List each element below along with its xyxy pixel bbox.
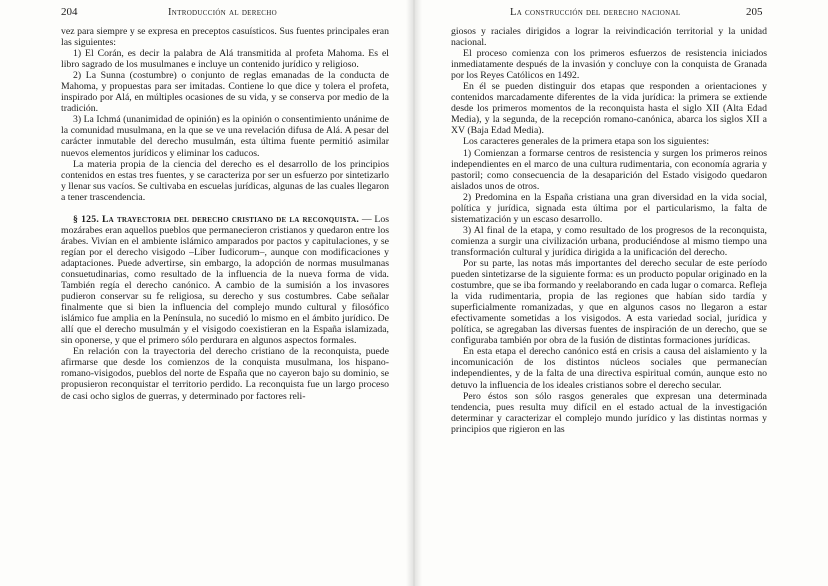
paragraph: El proceso comienza con los primeros esfuerzos de resistencia iniciados inmediatamente después de la invasión y concluye con la conquista de Granada por los Reyes Católicos en 1492. [451,48,767,82]
page-number-right: 205 [746,6,763,18]
section-heading: § 125. La trayectoria del derecho cristiano de la reconquista. [73,213,359,225]
paragraph: En esta etapa el derecho canónico está en crisis a causa del aislamiento y la incomunicación de los distintos núcleos sociales que permanecían independientes, y de la falta de una directiva espiritual común, aunque esto no detuvo la influencia de los ideales cristianos sobre el derecho secular. [451,346,767,391]
paragraph: 1) El Corán, es decir la palabra de Alá transmitida al profeta Mahoma. Es el libro sagrado de los musulmanes e incluye un contenido jurídico y religioso. [61,48,389,71]
paragraph: 3) Al final de la etapa, y como resultado de los progresos de la reconquista, comienza a surgir una civilización urbana, produciéndose al mismo tiempo una transformación cultural y jurídica dirigida a la unificación del derecho. [451,224,767,258]
paragraph: Los caracteres generales de la primera etapa son los siguientes: [463,136,710,148]
section-text: — Los mozárabes eran aquellos pueblos que permanecieron cristianos y quedaron entre los árabes. Vivían en el ambiente islámico amparados por pactos y capitulaciones, y se regían por el derecho visigodo –Liber Iudicorum–, aunque con modificaciones y adaptaciones. Puede advertirse, sin embargo, la adopción de normas musulmanas consuetudinarias, como resultado de la influencia de la nueva forma de vida. También regía el derecho canónico. A cambio de la sumisión a los invasores pudieron conservar su fe religiosa, su derecho y sus costumbres. Cabe señalar finalmente que si bien la influencia del complejo mundo cultural y filosófico islámico fue amplia en la Península, no sucedió lo mismo en el ámbito jurídico. De allí que el derecho musulmán y el visigodo coexistieran en la España islamizada, sin oponerse, y que el primero sólo perdurara en algunos aspectos formales. [61,213,390,347]
paragraph: En relación con la trayectoria del derecho cristiano de la reconquista, puede afirmarse que desde los comienzos de la conquista musulmana, los hispano-romano-visigodos, pueblos del norte de España que no cayeron bajo su dominio, se propusieron reconquistar el territorio perdido. La reconquista fue un largo proceso de casi ocho siglos de guerras, y determinado por factores reli- [61,346,389,402]
paragraph: vez para siempre y se expresa en preceptos casuísticos. Sus fuentes principales eran las siguientes: [61,26,389,49]
paragraph: 1) Comienzan a formarse centros de resistencia y surgen los primeros reinos independientes en el marco de una cultura rudimentaria, con economía agraria y pastoril; como consecuencia de la desaparición del Estado visigodo quedaron aislados unos de otros. [451,147,767,192]
paragraph: 3) La Ichmá (unanimidad de opinión) es la opinión o consentimiento unánime de la comunidad musulmana, en la que se ve una revelación difusa de Alá. A pesar del carácter inmutable del derecho musulmán, esta última fuente permitió asimilar nuevos elementos jurídicos y eliminar los caducos. [61,114,389,159]
right-page-body [451,26,767,435]
section-paragraph [61,214,389,347]
paragraph: 2) Predomina en la España cristiana una gran diversidad en la vida social, política y jurídica, signada esta última por el particularismo, la falta de sistematización y un escaso desarrollo. [451,191,767,225]
page-number-left: 204 [61,6,78,18]
paragraph: Por su parte, las notas más importantes del derecho secular de este período pueden sintetizarse de la siguiente forma: es un producto popular originado en la costumbre, que se iba formando y reelaborando en cada lugar o comarca. Refleja la vida rudimentaria, propia de las regiones que habían sido tardía y superficialmente romanizadas, y que en algunos casos no llegaron a estar efectivamente sometidas a los visigodos. A esta variedad social, jurídica y política, se agregaban las diversas fuentes de inspiración de un derecho, que se configuraba también por obra de la fusión de distintas formaciones jurídicas. [451,257,767,347]
paragraph: giosos y raciales dirigidos a lograr la reivindicación territorial y la unidad nacional. [451,26,767,49]
paragraph: La materia propia de la ciencia del derecho es el desarrollo de los principios contenidos en estas tres fuentes, y se caracteriza por ser un esfuerzo por sintetizarlo y llenar sus vacíos. Se cultivaba en escuelas jurídicas, algunas de las cuales llegaron a tener trascendencia. [61,158,389,203]
running-head-right: La construcción del derecho nacional [510,7,681,18]
left-page-body [61,26,389,402]
paragraph: 2) La Sunna (costumbre) o conjunto de reglas emanadas de la conducta de Mahoma, y propuestas para ser imitadas. Contiene lo que dice y tolera el profeta, inspirado por Alá, en múltiples ocasiones de su vida, y se conserva por medio de la tradición. [61,70,389,115]
paragraph: Pero éstos son sólo rasgos generales que expresan una determinada tendencia, pues resulta muy difícil en el estado actual de la investigación determinar y caracterizar el complejo mundo jurídico y las distintas normas y principios que rigieron en las [451,390,767,435]
paragraph: En él se pueden distinguir dos etapas que responden a orientaciones y contenidos marcadamente diferentes de la vida jurídica: la primera se extiende desde los primeros momentos de la reconquista hasta el siglo XII (Alta Edad Media), y la segunda, de la recepción romano-canónica, abarca los siglos XII a XV (Baja Edad Media). [451,81,767,137]
running-head-left: Introducción al derecho [168,7,277,18]
